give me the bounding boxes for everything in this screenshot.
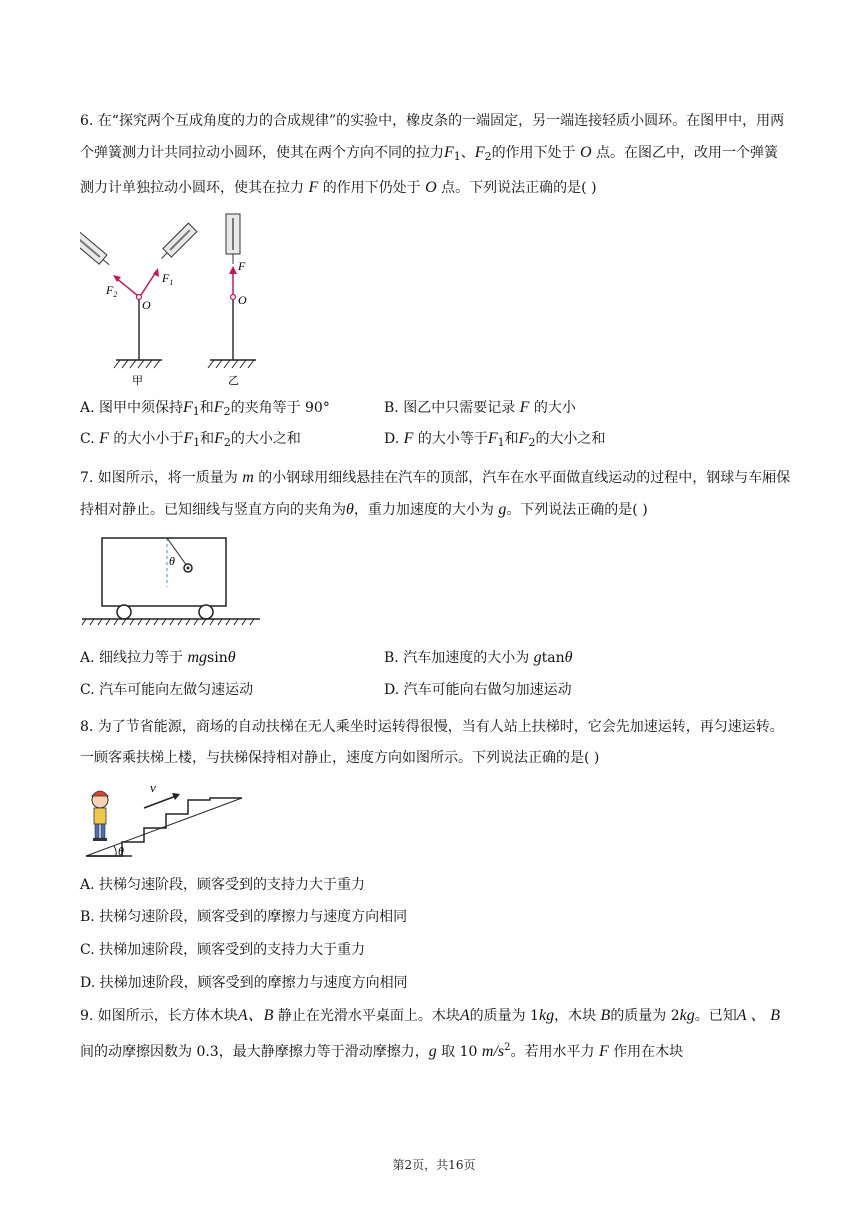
svg-text:O: O: [142, 298, 151, 312]
q6-option-c[interactable]: C. F 的大小小于$F_1$和$F_2$的大小之和: [80, 430, 301, 449]
spring-scale-left-icon: [80, 232, 113, 269]
q8-escalator-figure: [80, 778, 250, 860]
svg-text:θ: θ: [118, 844, 124, 858]
q8-option-b[interactable]: B. 扶梯匀速阶段，顾客受到的摩擦力与速度方向相同: [80, 909, 408, 925]
q6-figure: [80, 212, 270, 387]
spring-scale-right-icon: [157, 223, 197, 263]
svg-text:F: F: [238, 259, 246, 273]
svg-text:v: v: [150, 780, 156, 795]
svg-text:F2: $F_2$: [106, 283, 118, 299]
car-wheel-right-icon: [199, 605, 213, 619]
figure-yi: [208, 214, 256, 387]
svg-text:F1: $F_1$: [162, 271, 174, 287]
q7-option-a[interactable]: A. 细线拉力等于 mgsinθ: [80, 649, 236, 666]
svg-text:θ: θ: [169, 554, 175, 568]
q7-option-b[interactable]: B. 汽车加速度的大小为 gtanθ: [384, 649, 573, 666]
customer-person-icon: [92, 791, 108, 841]
car-wheel-left-icon: [117, 605, 131, 619]
q6-option-b[interactable]: B. 图乙中只需要记录 F 的大小: [384, 399, 576, 416]
q7-option-d[interactable]: D. 汽车可能向右做匀加速运动: [384, 682, 572, 698]
q6-option-a[interactable]: A. 图甲中须保持$F_1$和$F_2$的夹角等于 90°: [80, 399, 330, 418]
q7-car-figure: [80, 532, 265, 632]
svg-text:乙: 乙: [228, 375, 239, 387]
spring-scale-vertical-icon: [226, 214, 240, 264]
figure-jia: [80, 223, 197, 387]
q8-stem: 8. 为了节省能源，商场的自动扶梯在无人乘坐时运转得很慢，当有人站上扶梯时，它会先加速运转，再匀速运转。一顾客乘扶梯上楼，与扶梯保持相对静止，速度方向如图所示。下列说法正确的是( ): [80, 719, 784, 766]
svg-text:甲: 甲: [132, 375, 143, 387]
q6-stem: 6. 在“探究两个互成角度的力的合成规律”的实验中，橡皮条的一端固定，另一端连接轻质小圆环。在图甲中，用两个弹簧测力计共同拉动小圆环，使其在两个方向不同的拉力$F_1$、$F_2$的作用下处于 O 点。在图乙中，改用一个弹簧测力计单独拉动小圆环，使其在拉力 F 的作用下仍处于 O 点。下列说法正确的是( ): [80, 113, 785, 196]
q9-stem: 9. 如图所示，长方体木块A、B 静止在光滑水平桌面上。木块A的质量为 1kg，木块 B的质量为 2kg。已知A 、 B间的动摩擦因数为 0.3，最大静摩擦力等于滑动摩擦力，g 取 10 $m/s^2$。若用水平力 F 作用在木块: [80, 1007, 781, 1060]
q8-option-a[interactable]: A. 扶梯匀速阶段，顾客受到的支持力大于重力: [80, 877, 366, 893]
svg-text:O: O: [238, 293, 247, 307]
q8-option-d[interactable]: D. 扶梯加速阶段，顾客受到的摩擦力与速度方向相同: [80, 975, 408, 991]
q6-option-d[interactable]: D. F 的大小等于$F_1$和$F_2$的大小之和: [384, 430, 606, 449]
page-footer: 第2页，共16页: [392, 1158, 476, 1172]
q7-stem: 7. 如图所示，将一质量为 m 的小钢球用细线悬挂在汽车的顶部，汽车在水平面做直线运动的过程中，钢球与车厢保持相对静止。已知细线与竖直方向的夹角为θ，重力加速度的大小为 g。下列说法正确的是( ): [80, 469, 791, 518]
q7-option-c[interactable]: C. 汽车可能向左做匀速运动: [80, 682, 254, 698]
q8-option-c[interactable]: C. 扶梯加速阶段，顾客受到的支持力大于重力: [80, 942, 366, 958]
